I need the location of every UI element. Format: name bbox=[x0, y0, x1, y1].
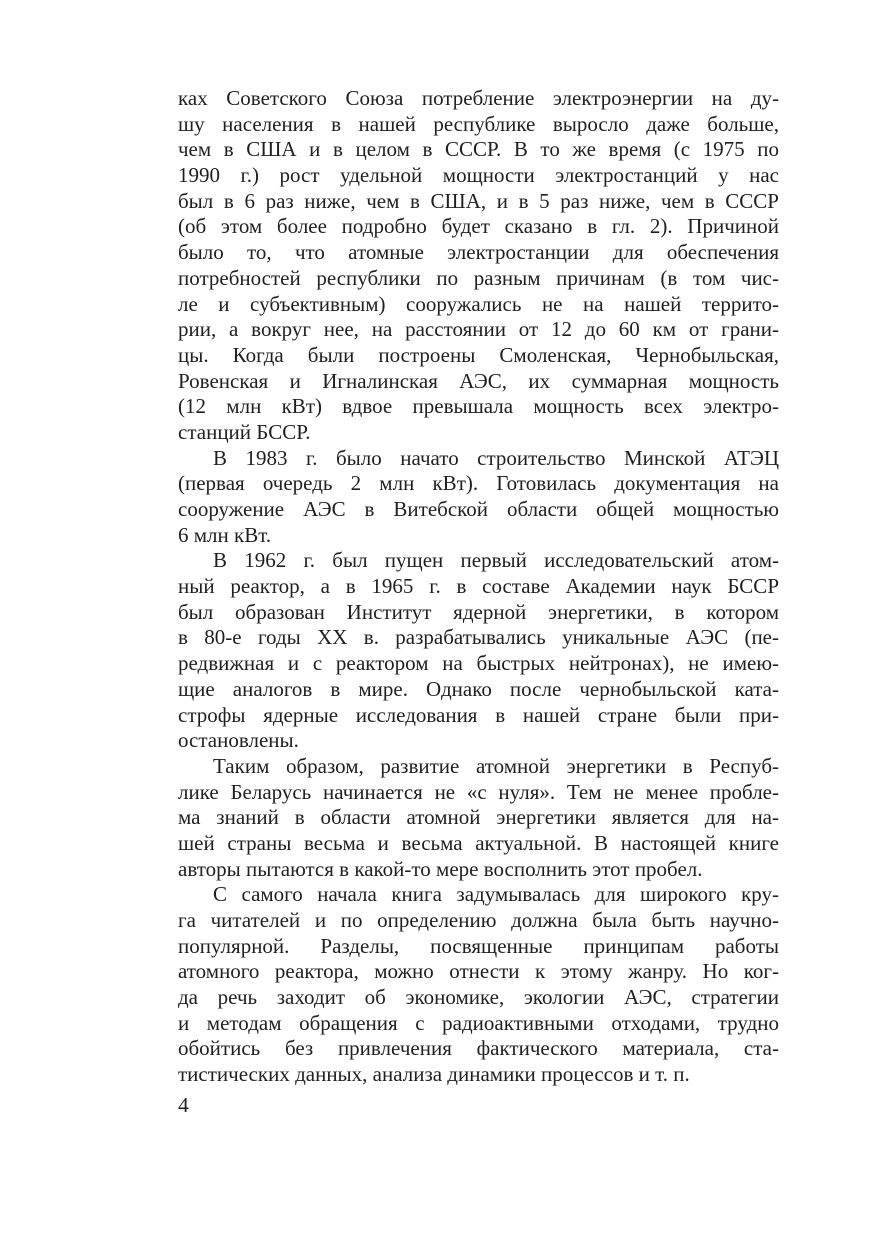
paragraph bbox=[178, 754, 779, 882]
text-line: рии, а вокруг нее, на расстоянии от 12 до 60 км от грани- bbox=[178, 317, 779, 342]
text-line: и методам обращения с радиоактивными отходами, трудно bbox=[178, 1010, 779, 1035]
paragraph bbox=[178, 86, 779, 446]
text-line: щие аналогов в мире. Однако после чернобыльской ката- bbox=[178, 676, 779, 701]
paragraph bbox=[178, 548, 779, 754]
paragraph bbox=[178, 882, 779, 1088]
text-line: шу населения в нашей республике выросло даже больше, bbox=[178, 111, 779, 136]
text-line: (об этом более подробно будет сказано в гл. 2). Причиной bbox=[178, 214, 779, 239]
text-line: В 1983 г. было начато строительство Минской АТЭЦ bbox=[213, 445, 779, 470]
paragraph bbox=[178, 446, 779, 549]
text-line: атомного реактора, можно отнести к этому жанру. Но ког- bbox=[178, 959, 779, 984]
text-line: тистических данных, анализа динамики процессов и т. п. bbox=[178, 1062, 690, 1087]
text-line: обойтись без привлечения фактического материала, ста- bbox=[178, 1036, 779, 1061]
text-line: чем в США и в целом в СССР. В то же время (с 1975 по bbox=[178, 137, 779, 162]
text-line: С самого начала книга задумывалась для широкого кру- bbox=[213, 882, 779, 907]
body-text-block bbox=[178, 86, 779, 1088]
text-line: (12 млн кВт) вдвое превышала мощность всех электро- bbox=[178, 394, 779, 419]
text-line: ма знаний в области атомной энергетики является для на- bbox=[178, 805, 779, 830]
text-line: был в 6 раз ниже, чем в США, и в 5 раз ниже, чем в СССР bbox=[178, 188, 779, 213]
text-line: да речь заходит об экономике, экологии АЭС, стратегии bbox=[178, 985, 779, 1010]
text-line: в 80-е годы XX в. разрабатывались уникальные АЭС (пе- bbox=[178, 625, 779, 650]
text-line: 6 млн кВт. bbox=[178, 522, 272, 547]
text-line: потребностей республики по разным причинам (в том чис- bbox=[178, 265, 779, 290]
text-line: станций БССР. bbox=[178, 419, 311, 444]
text-line: был образован Институт ядерной энергетики, в котором bbox=[178, 599, 779, 624]
text-line: шей страны весьма и весьма актуальной. В настоящей книге bbox=[178, 830, 779, 855]
text-line: ках Советского Союза потребление электроэнергии на ду- bbox=[178, 86, 779, 110]
text-line: (первая очередь 2 млн кВт). Готовилась документация на bbox=[178, 471, 779, 496]
text-line: цы. Когда были построены Смоленская, Чернобыльская, bbox=[178, 342, 779, 367]
text-line: 1990 г.) рост удельной мощности электростанций у нас bbox=[178, 163, 779, 188]
text-line: популярной. Разделы, посвященные принципам работы bbox=[178, 933, 779, 958]
text-line: строфы ядерные исследования в нашей стране были при- bbox=[178, 702, 779, 727]
text-line: авторы пытаются в какой-то мере восполнить этот пробел. bbox=[178, 856, 703, 881]
text-line: га читателей и по определению должна была быть научно- bbox=[178, 908, 779, 932]
text-line: Ровенская и Игналинская АЭС, их суммарная мощность bbox=[178, 368, 779, 393]
text-line: В 1962 г. был пущен первый исследовательский атом- bbox=[213, 548, 779, 573]
text-line: сооружение АЭС в Витебской области общей мощностью bbox=[178, 497, 779, 521]
text-line: остановлены. bbox=[178, 728, 299, 753]
text-line: лике Беларусь начинается не «с нуля». Тем не менее пробле- bbox=[178, 779, 779, 804]
page-number: 4 bbox=[178, 1093, 189, 1117]
text-line: ле и субъективным) сооружались не на нашей террито- bbox=[178, 291, 779, 316]
text-line: ный реактор, а в 1965 г. в составе Академии наук БССР bbox=[178, 574, 779, 599]
text-line: Таким образом, развитие атомной энергетики в Респуб- bbox=[213, 753, 779, 778]
text-line: было то, что атомные электростанции для обеспечения bbox=[178, 240, 779, 265]
text-line: редвижная и с реактором на быстрых нейтронах), не имею- bbox=[178, 651, 779, 676]
